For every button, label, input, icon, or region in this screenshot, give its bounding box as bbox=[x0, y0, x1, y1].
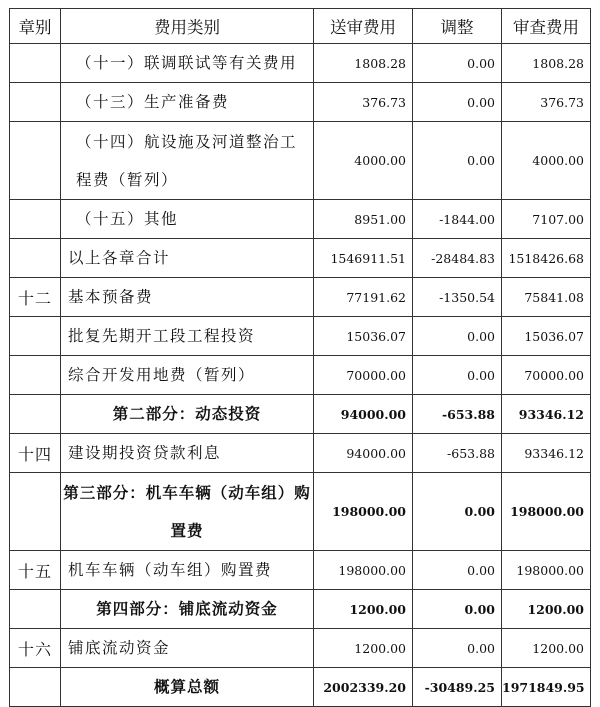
table-row bbox=[10, 629, 591, 668]
table-body bbox=[10, 44, 591, 707]
table-row bbox=[10, 434, 591, 473]
header-row bbox=[10, 9, 591, 44]
header-chapter: 章别 bbox=[10, 9, 61, 44]
submitted-cell: 2002339.20 bbox=[314, 668, 413, 707]
table-row bbox=[10, 44, 591, 83]
reviewed-cell: 1200.00 bbox=[502, 590, 591, 629]
adjustment-cell: 0.00 bbox=[413, 122, 502, 200]
submitted-cell: 376.73 bbox=[314, 83, 413, 122]
header-submitted: 送审费用 bbox=[314, 9, 413, 44]
adjustment-cell: 0.00 bbox=[413, 473, 502, 551]
reviewed-cell: 15036.07 bbox=[502, 317, 591, 356]
reviewed-cell: 75841.08 bbox=[502, 278, 591, 317]
chapter-cell bbox=[10, 473, 61, 551]
table-row bbox=[10, 122, 591, 200]
category-cell: 综合开发用地费（暂列） bbox=[61, 356, 314, 395]
category-cell: （十三）生产准备费 bbox=[61, 83, 314, 122]
table-row bbox=[10, 473, 591, 551]
header-reviewed: 审查费用 bbox=[502, 9, 591, 44]
reviewed-cell: 1200.00 bbox=[502, 629, 591, 668]
adjustment-cell: 0.00 bbox=[413, 629, 502, 668]
chapter-cell bbox=[10, 395, 61, 434]
chapter-cell bbox=[10, 44, 61, 83]
reviewed-cell: 198000.00 bbox=[502, 473, 591, 551]
adjustment-cell: 0.00 bbox=[413, 83, 502, 122]
reviewed-cell: 1971849.95 bbox=[502, 668, 591, 707]
submitted-cell: 1546911.51 bbox=[314, 239, 413, 278]
category-cell: 第三部分：机车车辆（动车组）购置费 bbox=[61, 473, 314, 551]
adjustment-cell: 0.00 bbox=[413, 551, 502, 590]
category-cell: 基本预备费 bbox=[61, 278, 314, 317]
submitted-cell: 15036.07 bbox=[314, 317, 413, 356]
chapter-cell bbox=[10, 122, 61, 200]
table-row bbox=[10, 590, 591, 629]
reviewed-cell: 7107.00 bbox=[502, 200, 591, 239]
reviewed-cell: 4000.00 bbox=[502, 122, 591, 200]
table-row bbox=[10, 395, 591, 434]
reviewed-cell: 376.73 bbox=[502, 83, 591, 122]
category-cell: 概算总额 bbox=[61, 668, 314, 707]
adjustment-cell: -653.88 bbox=[413, 395, 502, 434]
submitted-cell: 94000.00 bbox=[314, 434, 413, 473]
chapter-cell bbox=[10, 317, 61, 356]
chapter-cell bbox=[10, 239, 61, 278]
chapter-cell bbox=[10, 200, 61, 239]
reviewed-cell: 93346.12 bbox=[502, 395, 591, 434]
submitted-cell: 4000.00 bbox=[314, 122, 413, 200]
submitted-cell: 8951.00 bbox=[314, 200, 413, 239]
header-category: 费用类别 bbox=[61, 9, 314, 44]
chapter-cell: 十四 bbox=[10, 434, 61, 473]
submitted-cell: 94000.00 bbox=[314, 395, 413, 434]
adjustment-cell: -1350.54 bbox=[413, 278, 502, 317]
submitted-cell: 198000.00 bbox=[314, 473, 413, 551]
submitted-cell: 70000.00 bbox=[314, 356, 413, 395]
table-row bbox=[10, 200, 591, 239]
table-row bbox=[10, 668, 591, 707]
reviewed-cell: 1808.28 bbox=[502, 44, 591, 83]
adjustment-cell: -1844.00 bbox=[413, 200, 502, 239]
reviewed-cell: 70000.00 bbox=[502, 356, 591, 395]
table-row bbox=[10, 83, 591, 122]
table-row bbox=[10, 356, 591, 395]
adjustment-cell: -28484.83 bbox=[413, 239, 502, 278]
submitted-cell: 1808.28 bbox=[314, 44, 413, 83]
adjustment-cell: 0.00 bbox=[413, 356, 502, 395]
chapter-cell bbox=[10, 83, 61, 122]
submitted-cell: 1200.00 bbox=[314, 590, 413, 629]
category-cell: 以上各章合计 bbox=[61, 239, 314, 278]
adjustment-cell: -30489.25 bbox=[413, 668, 502, 707]
reviewed-cell: 198000.00 bbox=[502, 551, 591, 590]
category-cell: 第四部分：铺底流动资金 bbox=[61, 590, 314, 629]
chapter-cell bbox=[10, 668, 61, 707]
category-cell: 批复先期开工段工程投资 bbox=[61, 317, 314, 356]
adjustment-cell: 0.00 bbox=[413, 590, 502, 629]
table-row bbox=[10, 239, 591, 278]
table-row bbox=[10, 278, 591, 317]
category-cell: 建设期投资贷款利息 bbox=[61, 434, 314, 473]
header-adjustment: 调整 bbox=[413, 9, 502, 44]
category-cell: 第二部分：动态投资 bbox=[61, 395, 314, 434]
submitted-cell: 198000.00 bbox=[314, 551, 413, 590]
category-cell: （十四）航设施及河道整治工程费（暂列） bbox=[61, 122, 314, 200]
reviewed-cell: 93346.12 bbox=[502, 434, 591, 473]
category-cell: （十五）其他 bbox=[61, 200, 314, 239]
chapter-cell: 十六 bbox=[10, 629, 61, 668]
adjustment-cell: 0.00 bbox=[413, 317, 502, 356]
adjustment-cell: 0.00 bbox=[413, 44, 502, 83]
budget-table bbox=[9, 8, 591, 707]
chapter-cell bbox=[10, 356, 61, 395]
category-cell: 铺底流动资金 bbox=[61, 629, 314, 668]
table-row bbox=[10, 317, 591, 356]
chapter-cell: 十五 bbox=[10, 551, 61, 590]
submitted-cell: 77191.62 bbox=[314, 278, 413, 317]
submitted-cell: 1200.00 bbox=[314, 629, 413, 668]
category-cell: 机车车辆（动车组）购置费 bbox=[61, 551, 314, 590]
category-cell: （十一）联调联试等有关费用 bbox=[61, 44, 314, 83]
adjustment-cell: -653.88 bbox=[413, 434, 502, 473]
reviewed-cell: 1518426.68 bbox=[502, 239, 591, 278]
chapter-cell: 十二 bbox=[10, 278, 61, 317]
chapter-cell bbox=[10, 590, 61, 629]
table-row bbox=[10, 551, 591, 590]
